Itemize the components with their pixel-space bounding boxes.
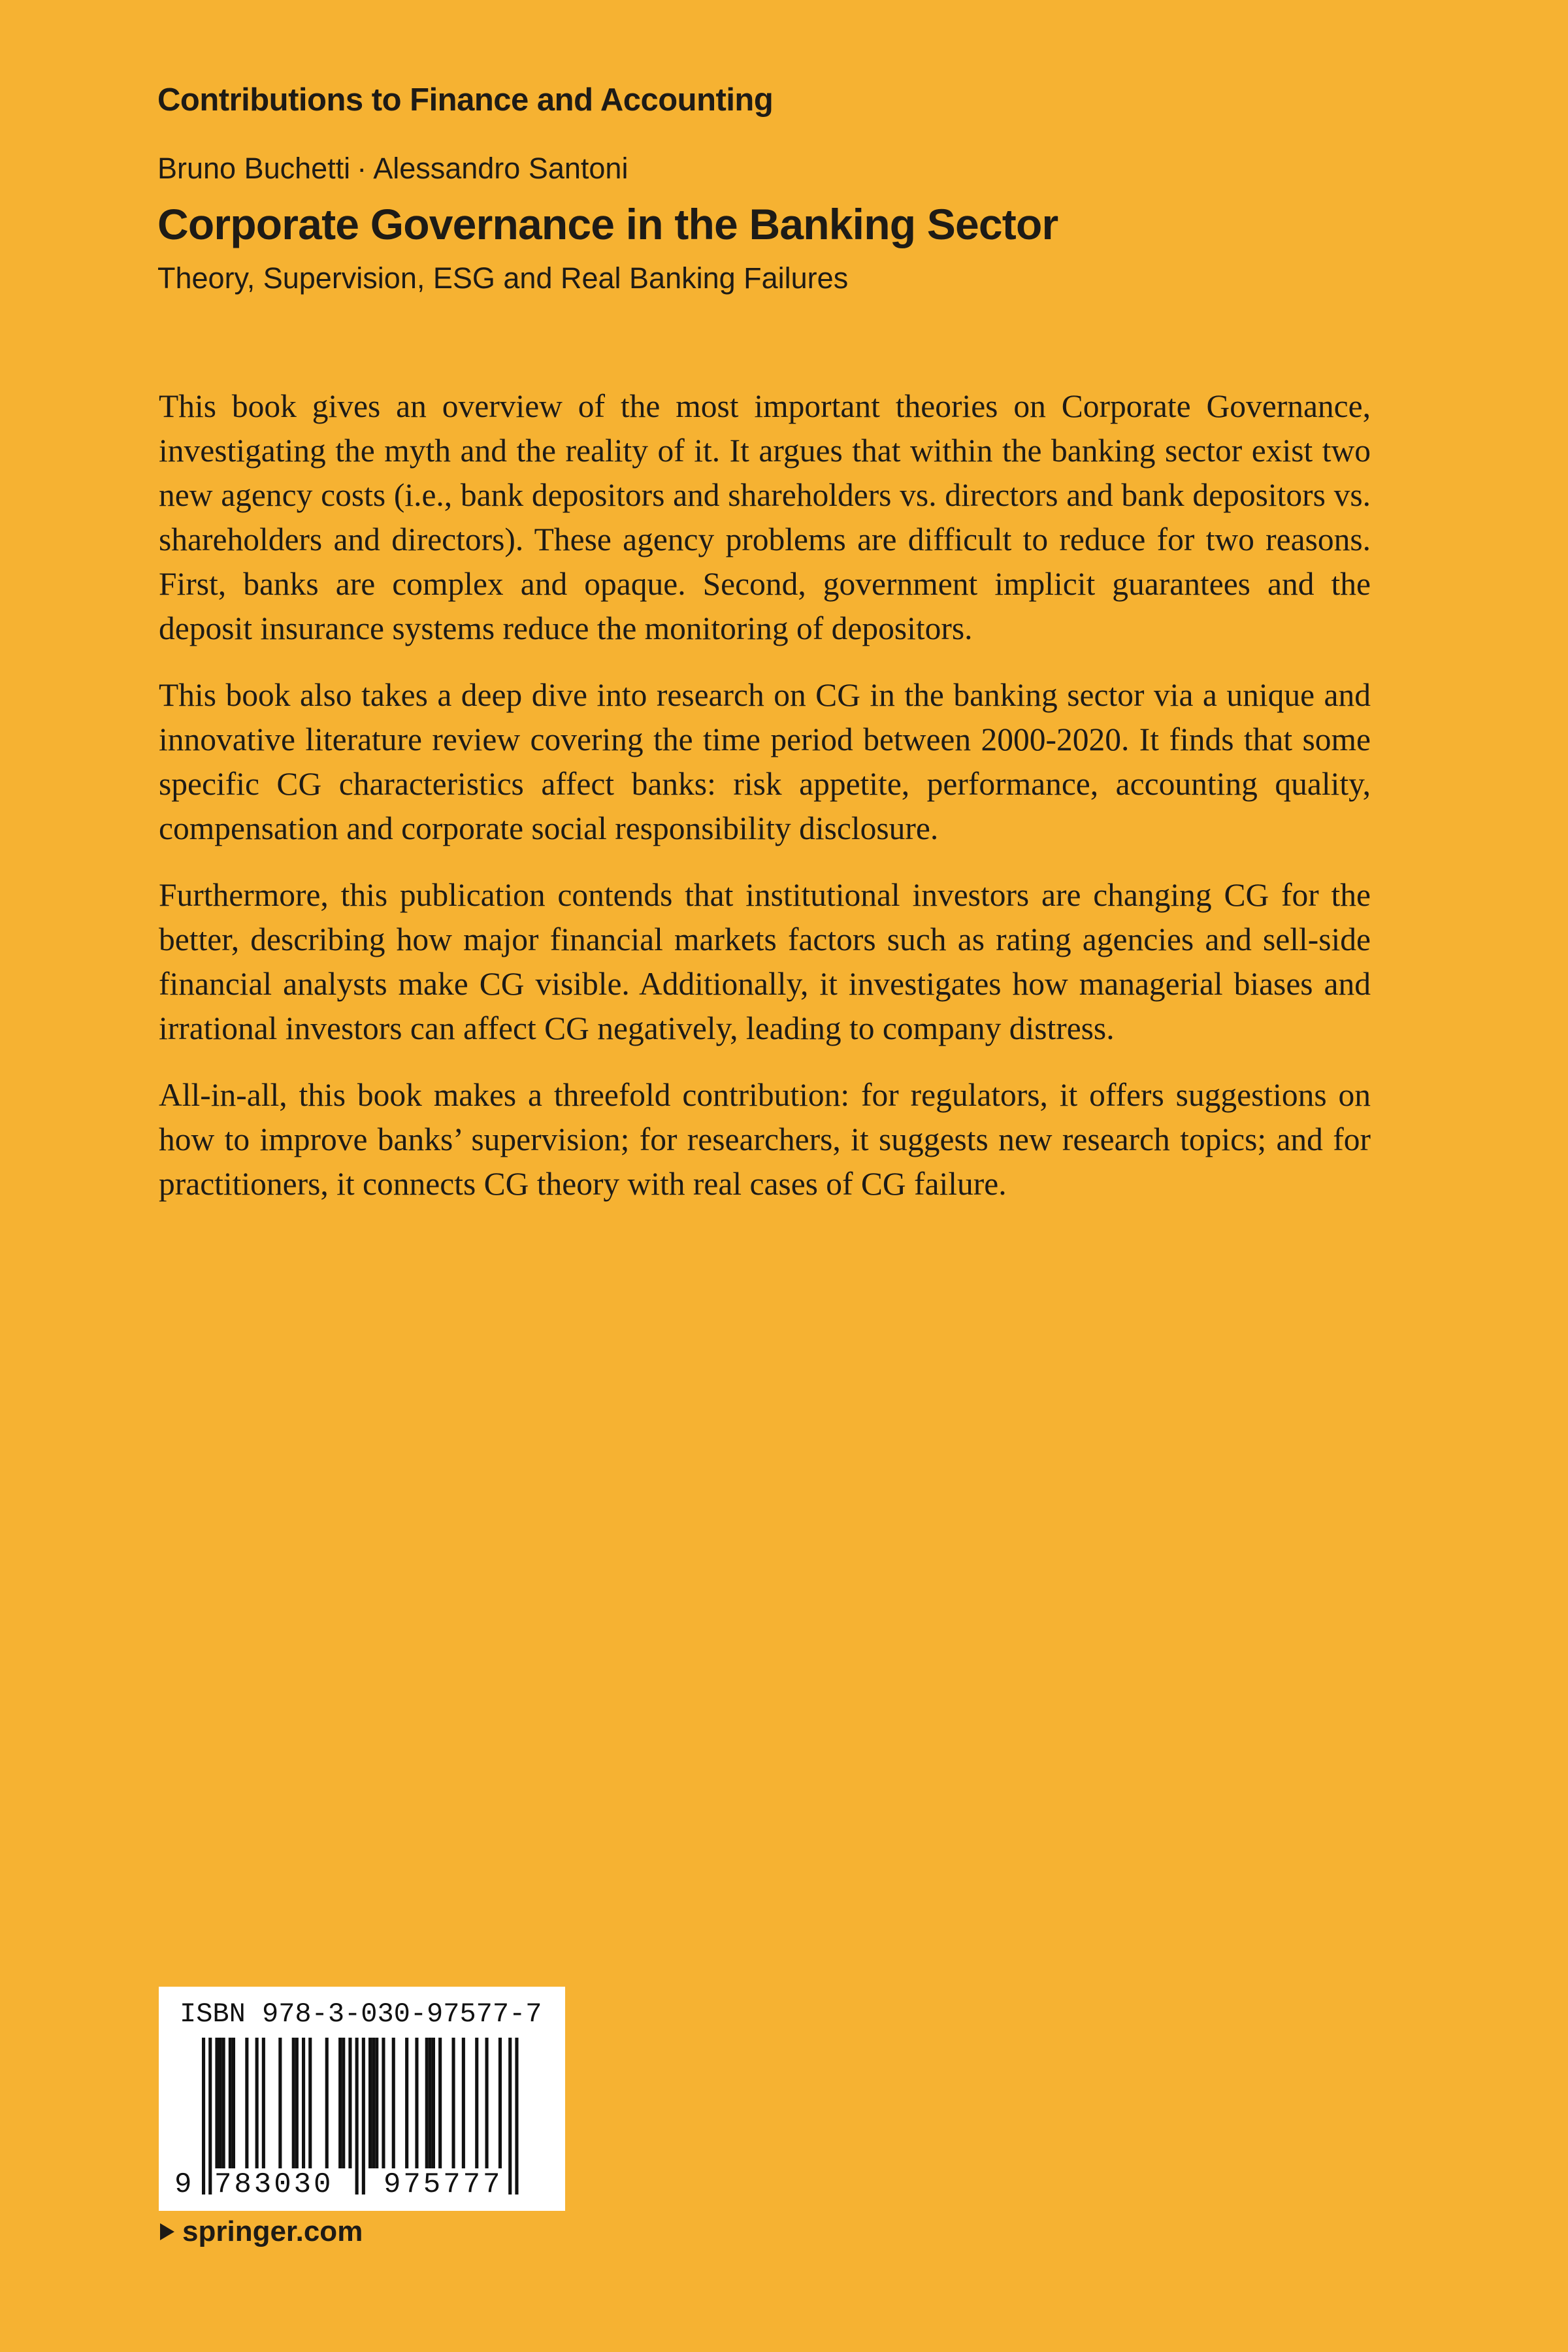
barcode-bar [245, 2038, 248, 2168]
barcode-bar [232, 2038, 235, 2168]
barcode-bar [405, 2038, 408, 2168]
barcode-lead-digit: 9 [174, 2168, 192, 2201]
barcode-bar [219, 2038, 222, 2168]
barcode-bar [338, 2038, 342, 2168]
barcode-bar [278, 2038, 282, 2168]
book-subtitle: Theory, Supervision, ESG and Real Banking Failures [157, 261, 849, 295]
barcode-bar [325, 2038, 329, 2168]
barcode-bar [342, 2038, 345, 2168]
barcode-bar [208, 2038, 212, 2195]
barcode-bar [415, 2038, 418, 2168]
series-name: Contributions to Finance and Accounting [157, 82, 774, 118]
barcode-bar [255, 2038, 259, 2168]
barcode-bar [375, 2038, 378, 2168]
barcode-bar [508, 2038, 512, 2195]
barcode-bar [222, 2038, 225, 2168]
blurb-paragraph: Furthermore, this publication contends that institutional investors are changing CG for the better, describing how major financial markets factors such as rating agencies and sell-side financial analysts make CG visible. Additionally, it investigates how managerial biases and irrational investors can affect CG negatively, leading to company distress. [159, 877, 1371, 1046]
barcode-bar [498, 2038, 502, 2168]
barcode-bar [362, 2038, 365, 2195]
author-separator: · [357, 152, 367, 185]
author-1: Bruno Buchetti [157, 152, 351, 185]
barcode-panel [159, 1987, 565, 2211]
barcode-bar [432, 2038, 435, 2168]
barcode-bar [452, 2038, 455, 2168]
barcode-digits-left: 783030 [214, 2168, 334, 2201]
barcode-bar [425, 2038, 429, 2168]
blurb-paragraph: This book also takes a deep dive into research on CG in the banking sector via a unique and innovative literature review covering the time period between 2000-2020. It finds that some specific CG characteristics affect banks: risk appetite, performance, accounting quality, compensation and corporate social responsibility disclosure. [159, 677, 1371, 846]
authors-line [157, 152, 628, 186]
triangle-right-icon [159, 2222, 176, 2242]
barcode-bar [462, 2038, 465, 2168]
barcode-bar [392, 2038, 395, 2168]
barcode-bar [229, 2038, 232, 2168]
publisher-label: springer.com [182, 2215, 363, 2247]
publisher-link[interactable] [159, 2215, 363, 2248]
barcode-bar [475, 2038, 478, 2168]
barcode-bar [215, 2038, 218, 2168]
barcode-bar [372, 2038, 375, 2168]
barcode-bar [368, 2038, 372, 2168]
barcode-bar [308, 2038, 312, 2168]
barcode-bar [295, 2038, 299, 2168]
barcode-digits-right: 975777 [384, 2168, 503, 2201]
isbn-label: ISBN 978-3-030-97577-7 [180, 1998, 542, 2030]
barcode-bar [292, 2038, 295, 2168]
barcode-bar [202, 2038, 205, 2195]
barcode-bar [355, 2038, 359, 2195]
blurb [159, 384, 1371, 1229]
barcode-bar [485, 2038, 489, 2168]
barcode-bar [382, 2038, 385, 2168]
author-2: Alessandro Santoni [373, 152, 629, 185]
blurb-paragraph: This book gives an overview of the most important theories on Corporate Governance, investigating the myth and the reality of it. It argues that within the banking sector exist two new agency costs (i.e., bank depositors and shareholders vs. directors and bank depositors vs. shareholders and directors). These agency problems are difficult to reduce for two reasons. First, banks are complex and opaque. Second, government implicit guarantees and the deposit insurance systems reduce the monitoring of depositors. [159, 388, 1371, 646]
barcode-bar [438, 2038, 442, 2168]
blurb-paragraph: All-in-all, this book makes a threefold contribution: for regulators, it offers suggestions on how to improve banks’ supervision; for researchers, it suggests new research topics; and for practitioners, it connects CG theory with real cases of CG failure. [159, 1077, 1371, 1202]
barcode-bar [302, 2038, 305, 2168]
book-title: Corporate Governance in the Banking Sector [157, 200, 1058, 248]
barcode-bar [515, 2038, 518, 2195]
barcode-bar [348, 2038, 351, 2168]
barcode-bar [429, 2038, 432, 2168]
barcode-bar [262, 2038, 265, 2168]
